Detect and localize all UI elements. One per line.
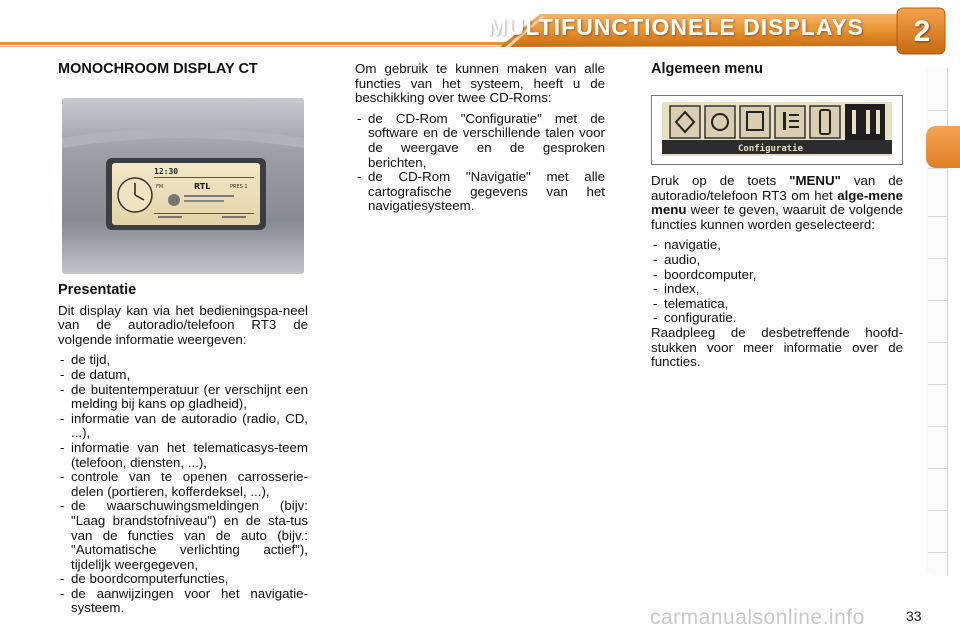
list-item: - audio,: [651, 253, 903, 268]
menu-selected-label: Configuratie: [738, 144, 804, 154]
list-item: - controle van te openen carrosserie-delen (portieren, kofferdeksel, ...),: [58, 470, 308, 499]
text-segment: van de autoradio/telefoon RT3 om het: [651, 173, 903, 203]
menu-functions-list: [651, 238, 903, 326]
lcd-preset: PRES 1: [230, 184, 248, 190]
tab-divider: [928, 258, 948, 259]
column-left: [58, 62, 308, 77]
section-title-monochrome-display: MONOCHROOM DISPLAY CT: [58, 61, 258, 77]
watermark: carmanualsonline.info: [650, 606, 865, 629]
list-item: - de datum,: [58, 368, 308, 383]
page-title: MULTIFUNCTIONELE DISPLAYS: [487, 14, 864, 40]
telematics-icon: [810, 106, 840, 138]
cdrom-intro: Om gebruik te kunnen maken van alle functies van het systeem, heeft u de beschikking over twee CD-Roms:: [355, 61, 605, 106]
menu-outro: Raadpleeg de desbetreffende hoofd-stukken voor meer informatie over de functies.: [651, 324, 903, 370]
trip-computer-icon: [740, 106, 770, 138]
section-title-presentatie: Presentatie: [58, 282, 137, 298]
list-item: - de tijd,: [58, 353, 308, 368]
menu-key-label: "MENU": [789, 173, 841, 188]
page-number: 33: [906, 608, 922, 624]
lcd-fm: FM: [156, 184, 164, 190]
list-item: - de CD-Rom "Configuratie" met de software en de verschillende talen voor de weergave en de gesproken berichten,: [355, 112, 605, 170]
list-item: - index,: [651, 282, 903, 297]
tab-divider: [928, 110, 948, 111]
column-right: [651, 62, 903, 77]
chapter-number: 2: [913, 15, 931, 48]
menu-intro: [651, 174, 903, 232]
tab-divider: [928, 342, 948, 343]
tab-divider: [928, 468, 948, 469]
lcd-station: RTL: [194, 182, 211, 191]
tab-divider: [928, 510, 948, 511]
tab-divider: [928, 216, 948, 217]
text-segment: weer te geven, waaruit de volgende functies kunnen worden geselecteerd:: [651, 202, 903, 232]
presentatie-list: [58, 353, 308, 616]
tab-divider: [928, 300, 948, 301]
list-item: - de buitentemperatuur (er verschijnt een melding bij kans op gladheid),: [58, 383, 308, 412]
tab-divider: [928, 168, 948, 169]
menu-screen-image: [652, 96, 902, 164]
list-item: - de CD-Rom "Navigatie" met alle cartografische gegevens van het navigatiesysteem.: [355, 170, 605, 214]
general-menu-screen: [651, 95, 903, 165]
menu-term: alge-mene menu: [651, 187, 903, 218]
navigation-icon: [670, 106, 700, 138]
page-header: [0, 0, 960, 58]
list-item: - informatie van de autoradio (radio, CD, ...),: [58, 412, 308, 441]
list-item: - configuratie.: [651, 311, 903, 326]
text-segment: Druk op de toets: [651, 173, 790, 188]
display-photo: [62, 98, 304, 274]
list-item: - telematica,: [651, 297, 903, 312]
list-item: - boordcomputer,: [651, 268, 903, 283]
chapter-tab-active[interactable]: [926, 126, 960, 168]
list-item: - navigatie,: [651, 238, 903, 253]
configuration-icon: [845, 104, 885, 140]
list-item: - informatie van het telematicasys-teem (telefoon, diensten, ...),: [58, 441, 308, 470]
index-icon: [775, 106, 805, 138]
list-item: - de waarschuwingsmeldingen (bijv: "Laag brandstofniveau") en de sta-tus van de functies van de auto (bijv.: "Automatische verlichting actief"), tijdelijk weergegeven,: [58, 499, 308, 572]
lcd-time: 12:30: [154, 167, 179, 176]
column-middle: [355, 62, 605, 214]
cdrom-list: [355, 112, 605, 214]
dashboard-display-image: [62, 98, 304, 274]
tab-divider: [928, 552, 948, 553]
column-left-body: [58, 283, 308, 616]
list-item: - de aanwijzingen voor het navigatie-systeem.: [58, 587, 308, 616]
audio-icon: [705, 106, 735, 138]
column-right-body: [651, 174, 903, 370]
list-item: - de boordcomputerfuncties,: [58, 572, 308, 587]
presentatie-intro: Dit display kan via het bedieningspa-neel van de autoradio/telefoon RT3 de volgende informatie weergeven:: [58, 302, 308, 347]
tab-divider: [928, 384, 948, 385]
tab-divider: [928, 426, 948, 427]
section-title-algemeen-menu: Algemeen menu: [651, 61, 763, 77]
